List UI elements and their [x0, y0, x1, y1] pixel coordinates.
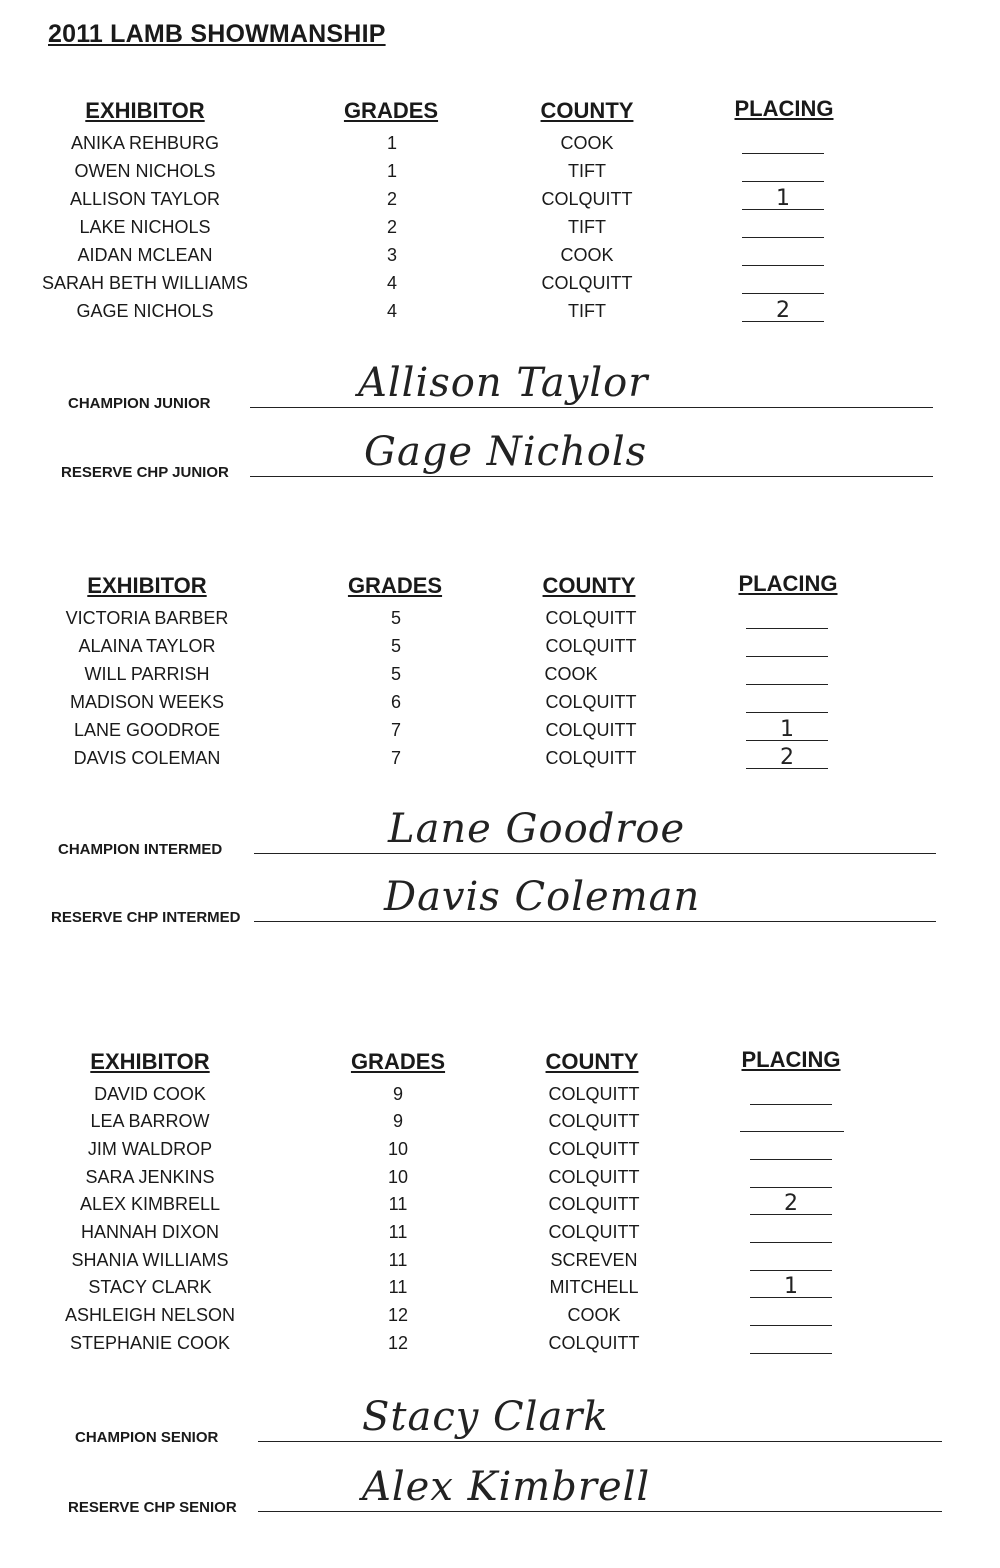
placing-field[interactable] — [750, 1163, 832, 1188]
grade-value: 4 — [386, 301, 397, 321]
county-value: COLQUITT — [548, 1194, 640, 1214]
placing-mark: 2 — [776, 298, 790, 323]
reserve-junior-value: Gage Nichols — [364, 429, 648, 475]
grade-value: 5 — [390, 636, 401, 656]
grade-value: 12 — [387, 1333, 409, 1353]
exhibitor-name: SARA JENKINS — [85, 1167, 215, 1187]
exhibitor-name: HANNAH DIXON — [80, 1222, 219, 1242]
reserve-senior-value: Alex Kimbrell — [362, 1464, 651, 1510]
placing-mark: 1 — [776, 186, 790, 211]
placing-field[interactable] — [742, 129, 824, 154]
table-row — [0, 744, 1000, 772]
exhibitor-name: WILL PARRISH — [84, 664, 210, 684]
grade-value: 11 — [388, 1222, 408, 1242]
grade-value: 10 — [387, 1139, 409, 1159]
table-row — [0, 660, 1000, 688]
county-value: COLQUITT — [548, 1139, 640, 1159]
county-value: COOK — [567, 1305, 621, 1325]
table-row — [0, 1329, 1000, 1357]
reserve-intermed-line[interactable] — [254, 921, 936, 922]
exhibitor-name: LAKE NICHOLS — [79, 217, 211, 237]
placing-field[interactable] — [740, 1107, 844, 1132]
exhibitor-name: STACY CLARK — [88, 1277, 212, 1297]
champion-senior-label: CHAMPION SENIOR — [75, 1429, 219, 1446]
reserve-senior-label: RESERVE CHP SENIOR — [68, 1499, 237, 1516]
exhibitor-name: LANE GOODROE — [73, 720, 221, 740]
exhibitor-name: ASHLEIGH NELSON — [64, 1305, 236, 1325]
exhibitor-name: DAVID COOK — [94, 1084, 206, 1104]
placing-field[interactable] — [750, 1273, 832, 1298]
table-row — [0, 157, 1000, 185]
placing-field[interactable] — [746, 744, 828, 769]
county-value: COOK — [560, 133, 614, 153]
table-row — [0, 1218, 1000, 1246]
grade-value: 6 — [390, 692, 401, 712]
placing-header: PLACING — [738, 571, 838, 596]
placing-field[interactable] — [746, 688, 828, 713]
placing-field[interactable] — [750, 1301, 832, 1326]
grades-header: GRADES — [343, 98, 439, 123]
table-row — [0, 1273, 1000, 1301]
grade-value: 10 — [387, 1167, 409, 1187]
table-row — [0, 185, 1000, 213]
champion-intermed-row — [0, 808, 1000, 858]
grade-value: 11 — [388, 1250, 408, 1270]
table-row — [0, 129, 1000, 157]
placing-mark: 1 — [784, 1274, 798, 1299]
exhibitor-name: GAGE NICHOLS — [76, 301, 214, 321]
table-row — [0, 632, 1000, 660]
exhibitor-name: ALAINA TAYLOR — [78, 636, 216, 656]
placing-mark: 2 — [780, 745, 794, 770]
exhibitor-name: OWEN NICHOLS — [74, 161, 216, 181]
page-title: 2011 LAMB SHOWMANSHIP — [48, 20, 386, 48]
grade-value: 7 — [390, 748, 401, 768]
grades-header: GRADES — [350, 1049, 446, 1074]
grade-value: 4 — [386, 273, 397, 293]
champion-junior-label: CHAMPION JUNIOR — [68, 395, 211, 412]
county-value: COLQUITT — [548, 1333, 640, 1353]
table-row — [0, 1107, 1000, 1135]
exhibitor-header: EXHIBITOR — [85, 98, 205, 123]
grade-value: 12 — [387, 1305, 409, 1325]
exhibitor-name: SARAH BETH WILLIAMS — [41, 273, 249, 293]
county-value: COLQUITT — [548, 1167, 640, 1187]
grade-value: 5 — [390, 664, 401, 684]
grade-value: 1 — [386, 133, 397, 153]
grade-value: 2 — [386, 189, 397, 209]
table-row — [0, 1163, 1000, 1191]
placing-field[interactable] — [746, 632, 828, 657]
table-row — [0, 297, 1000, 325]
grade-value: 11 — [388, 1194, 408, 1214]
grade-value: 1 — [386, 161, 397, 181]
exhibitor-name: ALEX KIMBRELL — [79, 1194, 221, 1214]
reserve-senior-row — [0, 1466, 1000, 1516]
table-row — [0, 269, 1000, 297]
exhibitor-name: ANIKA REHBURG — [70, 133, 220, 153]
table-row — [0, 688, 1000, 716]
exhibitor-name: ALLISON TAYLOR — [69, 189, 221, 209]
placing-mark: 1 — [780, 717, 794, 742]
exhibitor-name: VICTORIA BARBER — [65, 608, 229, 628]
placing-field[interactable] — [742, 241, 824, 266]
reserve-junior-line[interactable] — [250, 476, 933, 477]
reserve-intermed-label: RESERVE CHP INTERMED — [51, 909, 241, 926]
placing-header: PLACING — [734, 96, 834, 121]
placing-field[interactable] — [750, 1329, 832, 1354]
table-row — [0, 1301, 1000, 1329]
exhibitor-name: DAVIS COLEMAN — [73, 748, 221, 768]
table-row — [0, 716, 1000, 744]
champion-intermed-label: CHAMPION INTERMED — [58, 841, 223, 858]
exhibitor-name: MADISON WEEKS — [69, 692, 225, 712]
grade-value: 9 — [392, 1084, 403, 1104]
county-header: COUNTY — [545, 1049, 639, 1074]
reserve-senior-line[interactable] — [258, 1511, 942, 1512]
placing-field[interactable] — [750, 1135, 832, 1160]
placing-field[interactable] — [742, 269, 824, 294]
placing-field[interactable] — [750, 1080, 832, 1105]
champion-junior-line[interactable] — [250, 407, 933, 408]
exhibitor-name: LEA BARROW — [90, 1111, 210, 1131]
grade-value: 5 — [390, 608, 401, 628]
exhibitor-name: AIDAN MCLEAN — [77, 245, 213, 265]
county-value: COLQUITT — [545, 748, 637, 768]
county-value: TIFT — [568, 161, 606, 181]
champion-senior-value: Stacy Clark — [362, 1394, 609, 1440]
county-value: COOK — [544, 664, 598, 684]
reserve-intermed-value: Davis Coleman — [384, 874, 701, 920]
county-value: TIFT — [568, 301, 606, 321]
county-value: COLQUITT — [548, 1222, 640, 1242]
county-value: SCREVEN — [550, 1250, 638, 1270]
grade-value: 3 — [386, 245, 397, 265]
placing-field[interactable] — [746, 660, 828, 685]
champion-intermed-line[interactable] — [254, 853, 936, 854]
table-row — [0, 241, 1000, 269]
county-value: COLQUITT — [545, 608, 637, 628]
champion-senior-line[interactable] — [258, 1441, 942, 1442]
table-row — [0, 604, 1000, 632]
placing-field[interactable] — [746, 716, 828, 741]
county-header: COUNTY — [542, 573, 636, 598]
reserve-junior-label: RESERVE CHP JUNIOR — [61, 464, 229, 481]
exhibitor-name: SHANIA WILLIAMS — [71, 1250, 229, 1270]
exhibitor-header: EXHIBITOR — [90, 1049, 210, 1074]
champion-senior-row — [0, 1396, 1000, 1446]
champion-junior-value: Allison Taylor — [358, 360, 649, 406]
county-value: COLQUITT — [545, 636, 637, 656]
grade-value: 11 — [388, 1277, 408, 1297]
county-header: COUNTY — [540, 98, 634, 123]
grades-header: GRADES — [347, 573, 443, 598]
placing-field[interactable] — [742, 157, 824, 182]
county-value: COLQUITT — [548, 1084, 640, 1104]
placing-field[interactable] — [742, 297, 824, 322]
grade-value: 9 — [392, 1111, 403, 1131]
placing-field[interactable] — [750, 1190, 832, 1215]
placing-field[interactable] — [750, 1246, 832, 1271]
county-value: COLQUITT — [541, 273, 633, 293]
county-value: COLQUITT — [545, 692, 637, 712]
placing-field[interactable] — [750, 1218, 832, 1243]
table-row — [0, 213, 1000, 241]
grade-value: 7 — [390, 720, 401, 740]
exhibitor-header: EXHIBITOR — [87, 573, 207, 598]
county-value: TIFT — [568, 217, 606, 237]
grade-value: 2 — [386, 217, 397, 237]
champion-junior-row — [0, 362, 1000, 412]
reserve-intermed-row — [0, 876, 1000, 926]
table-row — [0, 1135, 1000, 1163]
placing-field[interactable] — [746, 604, 828, 629]
placing-field[interactable] — [742, 185, 824, 210]
exhibitor-name: STEPHANIE COOK — [69, 1333, 231, 1353]
placing-header: PLACING — [741, 1047, 841, 1072]
reserve-junior-row — [0, 431, 1000, 481]
table-row — [0, 1246, 1000, 1274]
county-value: MITCHELL — [549, 1277, 639, 1297]
county-value: COLQUITT — [545, 720, 637, 740]
table-row — [0, 1080, 1000, 1108]
county-value: COOK — [560, 245, 614, 265]
champion-intermed-value: Lane Goodroe — [388, 806, 686, 852]
table-row — [0, 1190, 1000, 1218]
exhibitor-name: JIM WALDROP — [87, 1139, 213, 1159]
county-value: COLQUITT — [541, 189, 633, 209]
placing-field[interactable] — [742, 213, 824, 238]
placing-mark: 2 — [784, 1191, 798, 1216]
county-value: COLQUITT — [548, 1111, 640, 1131]
